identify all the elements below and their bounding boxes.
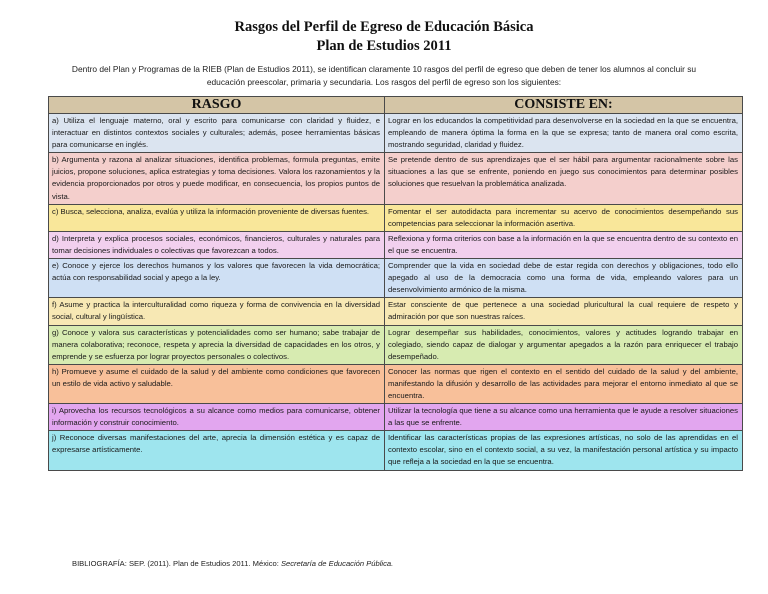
rasgo-cell: d) Interpreta y explica procesos sociales, económicos, financieros, culturales y naturales para tomar decisiones individuales o colectivas que favorezcan a todos. [49, 231, 385, 258]
table-row [49, 231, 743, 258]
document-title: Rasgos del Perfil de Egreso de Educación Básica [234, 19, 534, 35]
rasgo-cell: i) Aprovecha los recursos tecnológicos a su alcance como medios para comunicarse, obtener información y construir conocimiento. [49, 404, 385, 431]
rasgo-cell: f) Asume y practica la interculturalidad como riqueza y forma de convivencia en la diversidad social, cultural y lingüística. [49, 298, 385, 325]
table-row [49, 431, 743, 470]
table-row [49, 325, 743, 364]
table-row [49, 204, 743, 231]
consiste-cell: Fomentar el ser autodidacta para incrementar su acervo de conocimientos desempeñando sus competencias para seleccionar la información asertiva. [385, 204, 743, 231]
rasgo-cell: c) Busca, selecciona, analiza, evalúa y utiliza la información proveniente de diversas fuentes. [49, 204, 385, 231]
rasgo-cell: h) Promueve y asume el cuidado de la salud y del ambiente como condiciones que favorecen un estilo de vida activo y saludable. [49, 364, 385, 403]
intro-paragraph: Dentro del Plan y Programas de la RIEB (Plan de Estudios 2011), se identifican claramente 10 rasgos del perfil de egreso que deben de tener los alumnos al concluir su educación preescolar, primaria y secundaria. Los rasgos del perfil de egreso son los siguientes: [71, 64, 697, 87]
consiste-cell: Lograr en los educandos la competitividad para desenvolverse en la sociedad en la que se encuentra, empleando de manera óptima la forma en la que se expresa; tanto de manera oral como escrita, mostrando seguridad, claridad y fluidez. [385, 114, 743, 153]
table-row [49, 114, 743, 153]
consiste-cell: Lograr desempeñar sus habilidades, conocimientos, valores y actitudes logrando trabajar en colegiado, siendo capaz de dialogar y argumentar apegados a la razón para enriquecer el trabajo desempeñado. [385, 325, 743, 364]
rasgo-cell: a) Utiliza el lenguaje materno, oral y escrito para comunicarse con claridad y fluidez, e interactuar en distintos contextos sociales y culturales; además, posee herramientas básicas para comunicarse en inglés. [49, 114, 385, 153]
consiste-cell: Se pretende dentro de sus aprendizajes que el ser hábil para argumentar racionalmente sobre las situaciones a las que se enfrente, poniendo en juego sus conocimientos para determinar posibles soluciones que resuelvan la problemática analizada. [385, 153, 743, 204]
document-subtitle: Plan de Estudios 2011 [316, 38, 452, 54]
header-rasgo: RASGO [49, 97, 385, 114]
table-row [49, 364, 743, 403]
rasgo-cell: g) Conoce y valora sus características y potencialidades como ser humano; sabe trabajar de manera colaborativa; reconoce, respeta y aprecia la diversidad de capacidades en los otros, y emprende y se esfuerza por lograr proyectos personales o colectivos. [49, 325, 385, 364]
bibliography [72, 559, 393, 568]
header-consiste-en: CONSISTE EN: [385, 97, 743, 114]
rasgo-cell: b) Argumenta y razona al analizar situaciones, identifica problemas, formula preguntas, emite juicios, propone soluciones, aplica estrategias y toma decisiones. Valora los razonamientos y la evidencia proporcionados por otros y puede modificar, en consecuencia, los propios puntos de vista. [49, 153, 385, 204]
consiste-cell: Comprender que la vida en sociedad debe de estar regida con derechos y obligaciones, todo ello apegado al uso de la democracia como una forma de vida, empleando valores para un desenvolvimiento armónico de la misma. [385, 259, 743, 298]
bibliography-publisher: Secretaría de Educación Pública. [280, 559, 394, 568]
consiste-cell: Identificar las características propias de las expresiones artísticas, no solo de las aprendidas en el contexto escolar, sino en el contexto social, a su vez, la manifestación personal artística y su impacto que refleja a la sociedad en la que se encuentra. [385, 431, 743, 470]
table-row [49, 153, 743, 204]
table-row [49, 298, 743, 325]
bibliography-prefix: BIBLIOGRAFÍA: SEP. (2011). [72, 559, 174, 568]
rasgo-cell: e) Conoce y ejerce los derechos humanos y los valores que favorecen la vida democrática; actúa con responsabilidad social y apego a la ley. [49, 259, 385, 298]
consiste-cell: Reflexiona y forma criterios con base a la información en la que se encuentra dentro de su contexto en el que se encuentra. [385, 231, 743, 258]
consiste-cell: Conocer las normas que rigen el contexto en el sentido del cuidado de la salud y del ambiente, manifestando la difusión y desarrollo de las actividades para mejorar el entorno inmediato al que se encuentra. [385, 364, 743, 403]
consiste-cell: Utilizar la tecnología que tiene a su alcance como una herramienta que le ayude a resolver situaciones a las que se enfrente. [385, 404, 743, 431]
consiste-cell: Estar consciente de que pertenece a una sociedad pluricultural la cual requiere de respeto y admiración por que son nuestras raíces. [385, 298, 743, 325]
bibliography-work: Plan de Estudios 2011. México: [173, 559, 281, 568]
rasgos-table [48, 96, 743, 471]
table-row [49, 404, 743, 431]
table-header-row [49, 97, 743, 114]
table-row [49, 259, 743, 298]
rasgo-cell: j) Reconoce diversas manifestaciones del arte, aprecia la dimensión estética y es capaz de expresarse artísticamente. [49, 431, 385, 470]
